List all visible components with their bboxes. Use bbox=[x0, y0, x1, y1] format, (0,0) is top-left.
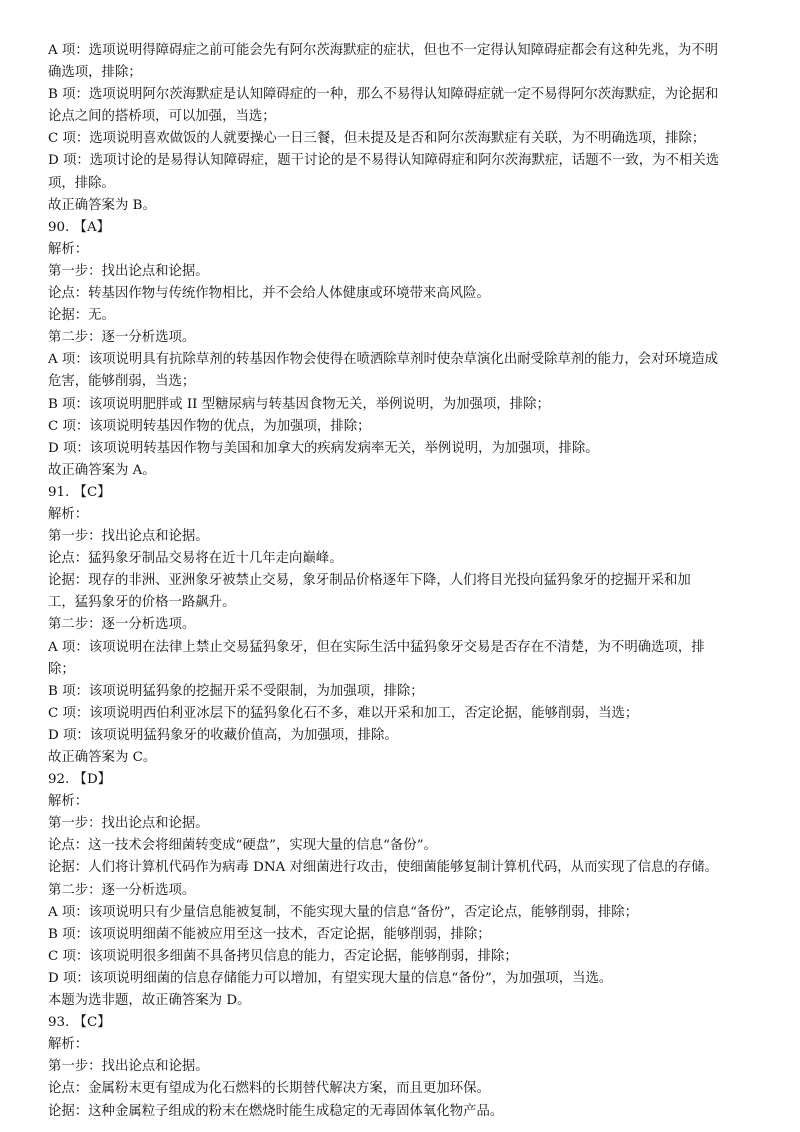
question-heading: 93. 【C】 bbox=[48, 1015, 111, 1031]
text-line: C 项：选项说明喜欢做饭的人就要操心一日三餐，但未提及是否和阿尔茨海默症有关联，为不明确选项，排除； bbox=[48, 131, 706, 147]
text-line: 第一步：找出论点和论据。 bbox=[48, 1059, 209, 1075]
text-line: 论点：这一技术会将细菌转变成“硬盘”，实现大量的信息“备份”。 bbox=[48, 838, 437, 854]
text-line: B 项：该项说明猛犸象的挖掘开采不受限制，为加强项，排除； bbox=[48, 683, 424, 699]
text-line: 本题为选非题，故正确答案为 D。 bbox=[48, 993, 251, 1009]
text-line: 第二步：逐一分析选项。 bbox=[48, 617, 196, 633]
text-line: C 项：该项说明转基因作物的优点，为加强项，排除； bbox=[48, 418, 371, 434]
text-line: 危害，能够削弱，当选； bbox=[48, 374, 196, 390]
text-line: 除； bbox=[48, 661, 75, 677]
text-line: 解析： bbox=[48, 241, 89, 257]
text-line: A 项：该项说明在法律上禁止交易猛犸象牙，但在实际生活中猛犸象牙交易是否存在不清楚，为不明确选项，排 bbox=[48, 639, 705, 655]
text-line: C 项：该项说明很多细菌不具备拷贝信息的能力，否定论据，能够削弱，排除； bbox=[48, 948, 518, 964]
text-line: 第二步：逐一分析选项。 bbox=[48, 882, 196, 898]
text-line: A 项：该项说明只有少量信息能被复制，不能实现大量的信息“备份”，否定论点，能够削弱，排除； bbox=[48, 904, 639, 920]
text-line: 论据：这种金属粒子组成的粉末在燃烧时能生成稳定的无毒固体氧化物产品。 bbox=[48, 1103, 504, 1119]
text-line: 第一步：找出论点和论据。 bbox=[48, 529, 209, 545]
text-line: 故正确答案为 B。 bbox=[48, 197, 156, 213]
text-line: D 项：该项说明细菌的信息存储能力可以增加，有望实现大量的信息“备份”，为加强项，当选。 bbox=[48, 970, 613, 986]
text-line: B 项：该项说明细菌不能被应用至这一技术，否定论据，能够削弱，排除； bbox=[48, 926, 491, 942]
text-line: 项，排除。 bbox=[48, 175, 115, 191]
text-line: D 项：该项说明猛犸象牙的收藏价值高，为加强项，排除。 bbox=[48, 727, 398, 743]
question-heading: 90. 【A】 bbox=[48, 219, 111, 235]
text-line: 故正确答案为 A。 bbox=[48, 462, 156, 478]
text-line: 确选项，排除； bbox=[48, 65, 142, 81]
text-line: 论点：金属粉末更有望成为化石燃料的长期替代解决方案，而且更加环保。 bbox=[48, 1081, 490, 1097]
text-line: D 项：该项说明转基因作物与美国和加拿大的疾病发病率无关，举例说明，为加强项，排除。 bbox=[48, 440, 599, 456]
text-line: B 项：该项说明肥胖或 II 型糖尿病与转基因食物无关，举例说明，为加强项，排除； bbox=[48, 396, 550, 412]
text-line: B 项：选项说明阿尔茨海默症是认知障碍症的一种，那么不易得认知障碍症就一定不易得阿尔茨海默症，为论据和 bbox=[48, 87, 719, 103]
text-line: C 项：该项说明西伯利亚冰层下的猛犸象化石不多，难以开采和加工，否定论据，能够削弱，当选； bbox=[48, 705, 639, 721]
text-line: 论据：人们将计算机代码作为病毒 DNA 对细菌进行攻击，使细菌能够复制计算机代码，从而实现了信息的存储。 bbox=[48, 860, 718, 876]
question-heading: 92. 【D】 bbox=[48, 772, 112, 788]
text-line: 论据：无。 bbox=[48, 308, 115, 324]
text-line: 第一步：找出论点和论据。 bbox=[48, 816, 209, 832]
text-line: 论点：猛犸象牙制品交易将在近十几年走向巅峰。 bbox=[48, 551, 343, 567]
text-line: D 项：选项讨论的是易得认知障碍症，题干讨论的是不易得认知障碍症和阿尔茨海默症，话题不一致，为不相关选 bbox=[48, 153, 720, 169]
text-line: 第二步：逐一分析选项。 bbox=[48, 330, 196, 346]
text-line: 解析： bbox=[48, 794, 89, 810]
text-line: 解析： bbox=[48, 1037, 89, 1053]
text-line: 第一步：找出论点和论据。 bbox=[48, 263, 209, 279]
text-line: A 项：选项说明得障碍症之前可能会先有阿尔茨海默症的症状，但也不一定得认知障碍症都会有这种先兆，为不明 bbox=[48, 43, 719, 58]
question-heading: 91. 【C】 bbox=[48, 484, 111, 500]
text-line: 工，猛犸象牙的价格一路飙升。 bbox=[48, 595, 236, 611]
text-line: 论据：现存的非洲、亚洲象牙被禁止交易，象牙制品价格逐年下降，人们将目光投向猛犸象牙的挖掘开采和加 bbox=[48, 573, 691, 589]
text-line: 论点：转基因作物与传统作物相比，并不会给人体健康或环境带来高风险。 bbox=[48, 286, 490, 302]
text-line: A 项：该项说明具有抗除草剂的转基因作物会使得在喷洒除草剂时使杂草演化出耐受除草剂的能力，会对环境造成 bbox=[48, 352, 719, 368]
text-line: 故正确答案为 C。 bbox=[48, 750, 157, 765]
text-line: 论点之间的搭桥项，可以加强，当选； bbox=[48, 109, 276, 125]
text-line: 解析： bbox=[48, 506, 89, 522]
